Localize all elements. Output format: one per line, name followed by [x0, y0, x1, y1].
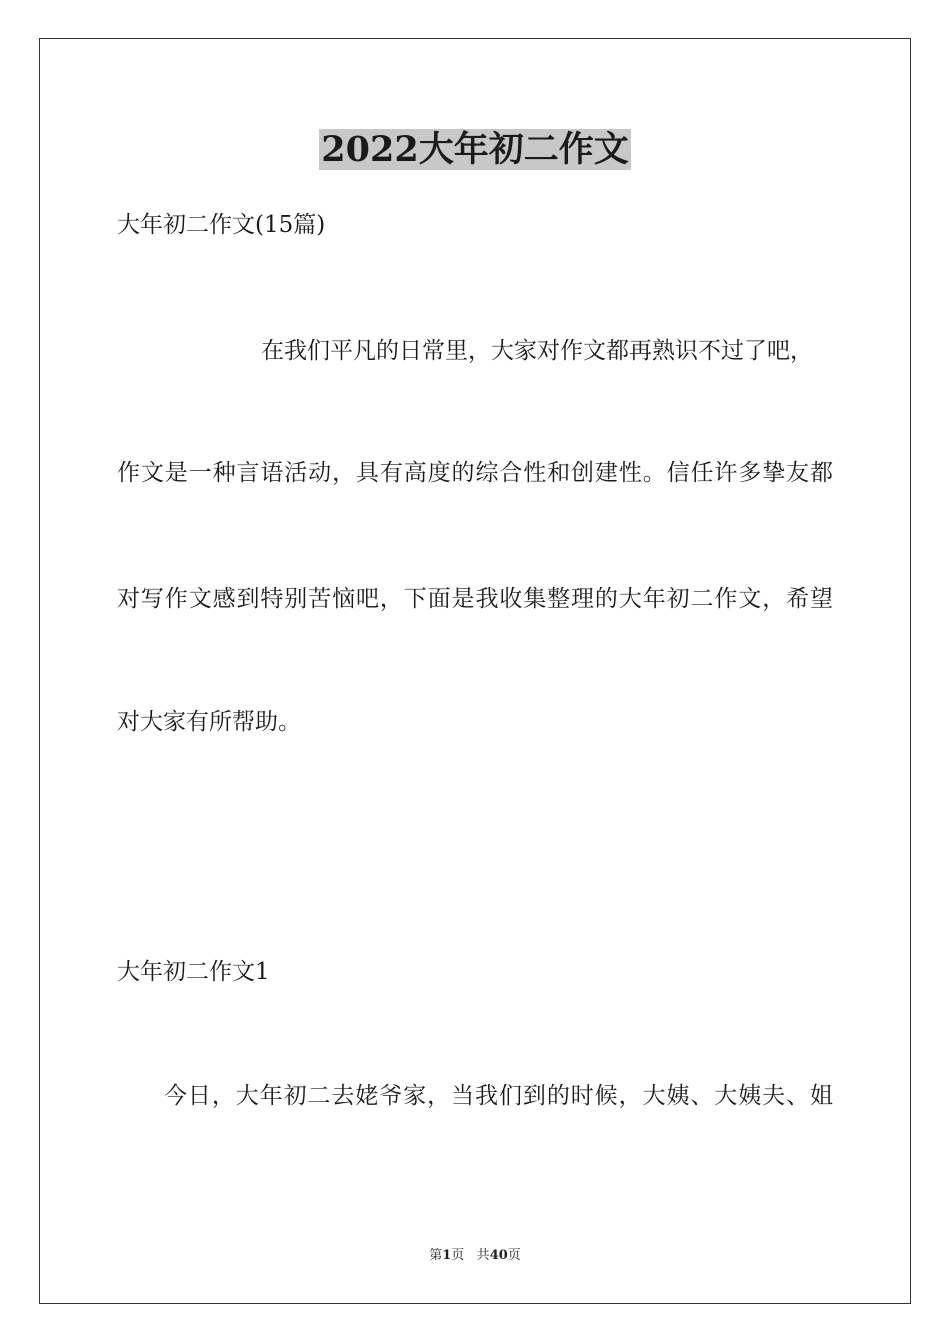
- footer-page-prefix: 第: [429, 1248, 443, 1263]
- section-paragraph-line-1: 今日，大年初二去姥爷家，当我们到的时候，大姨、大姨夫、姐: [164, 1083, 833, 1109]
- intro-line-3: 对写作文感到特别苦恼吧，下面是我收集整理的大年初二作文，希望: [117, 586, 833, 612]
- section-heading: 大年初二作文1: [117, 959, 270, 985]
- footer-page-unit: 页: [451, 1248, 465, 1263]
- document-subtitle: 大年初二作文(15篇): [117, 212, 326, 238]
- footer-total-unit: 页: [507, 1248, 521, 1263]
- page-footer: [0, 1247, 950, 1265]
- footer-total-prefix: 共: [476, 1248, 490, 1263]
- footer-page-current: 1: [442, 1248, 452, 1263]
- intro-line-4: 对大家有所帮助。: [117, 709, 301, 735]
- intro-line-1: 在我们平凡的日常里，大家对作文都再熟识不过了吧，: [261, 338, 813, 364]
- document-title: [0, 128, 950, 172]
- footer-page-total: 40: [489, 1248, 508, 1263]
- intro-line-2: 作文是一种言语活动，具有高度的综合性和创建性。信任许多挚友都: [117, 460, 833, 486]
- document-title-text: 2022大年初二作文: [321, 129, 629, 170]
